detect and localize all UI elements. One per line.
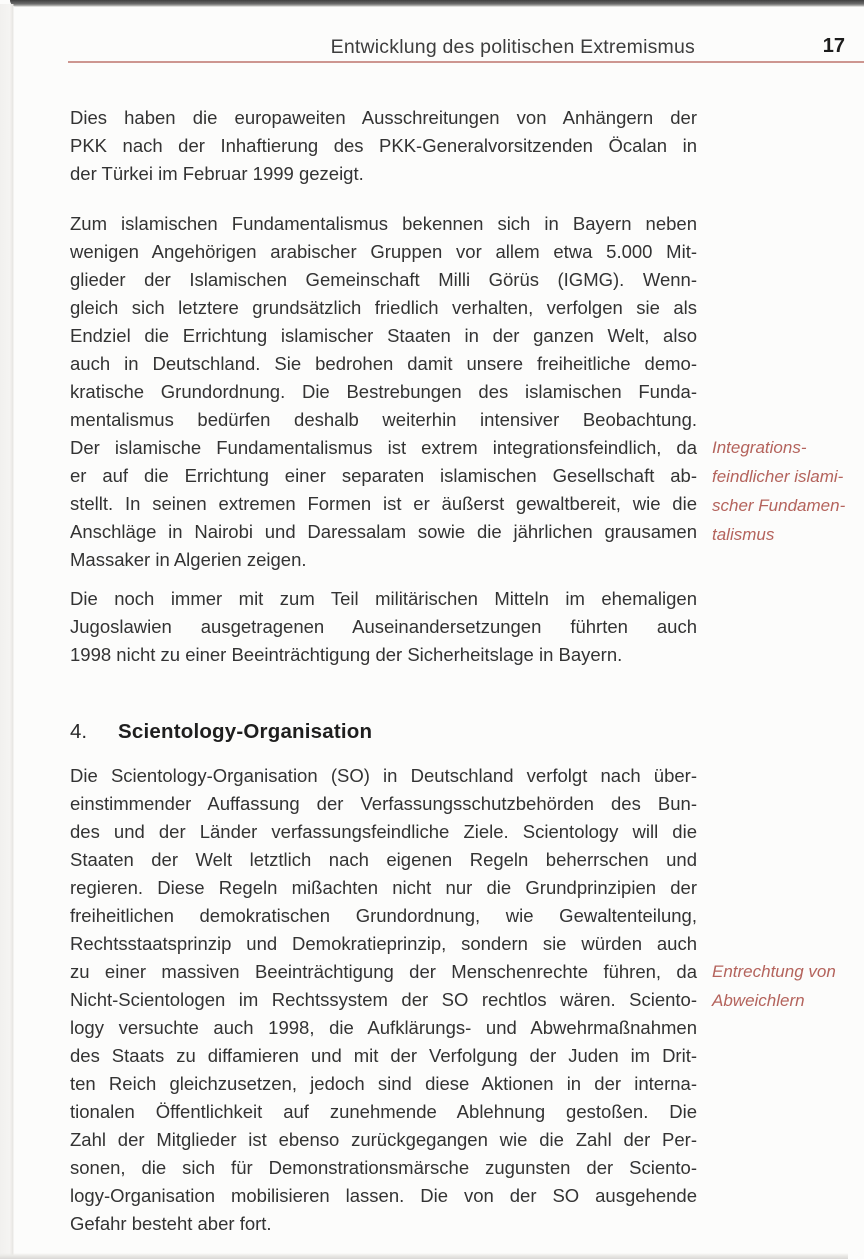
text-line: tionalen Öffentlichkeit auf zunehmende Ablehnung gestoßen. Die: [70, 1101, 697, 1122]
text-line: feindlicher islami-: [712, 467, 844, 486]
text-line: des Staats zu diffamieren und mit der Verfolgung der Juden im Drit-: [70, 1045, 697, 1066]
text-line: talismus: [712, 525, 775, 544]
text-line: gleich sich letztere grundsätzlich friedlich verhalten, verfolgen sie als: [70, 297, 697, 318]
text-line: Nicht-Scientologen im Rechtssystem der SO rechtlos wären. Sciento-: [70, 989, 697, 1010]
text-line: mentalismus bedürfen deshalb weiterhin intensiver Beobachtung.: [70, 409, 697, 430]
text-line: Jugoslawien ausgetragenen Auseinandersetzungen führten auch: [70, 616, 697, 637]
text-line: Zum islamischen Fundamentalismus bekennen sich in Bayern neben: [70, 213, 697, 234]
text-line: Entrechtung von: [712, 962, 836, 981]
text-line: einstimmender Auffassung der Verfassungsschutzbehörden des Bun-: [70, 793, 697, 814]
text-line: Abweichlern: [712, 991, 805, 1010]
text-line: sonen, die sich für Demonstrationsmärsche zugunsten der Sciento-: [70, 1157, 697, 1178]
text-line: ten Reich gleichzusetzen, jedoch sind diese Aktionen in der interna-: [70, 1073, 697, 1094]
text-line: glieder der Islamischen Gemeinschaft Milli Görüs (IGMG). Wenn-: [70, 269, 697, 290]
text-line: Die Scientology-Organisation (SO) in Deutschland verfolgt nach über-: [70, 765, 697, 786]
text-line: der Türkei im Februar 1999 gezeigt.: [70, 163, 364, 184]
text-line: Dies haben die europaweiten Ausschreitungen von Anhängern der: [70, 107, 697, 128]
page-number: 17: [822, 35, 845, 57]
text-line: des und der Länder verfassungsfeindliche Ziele. Scientology will die: [70, 821, 697, 842]
header-rule: [68, 61, 864, 63]
text-line: stellt. In seinen extremen Formen ist er äußerst gewaltbereit, wie die: [70, 493, 697, 514]
text-line: Anschläge in Nairobi und Daressalam sowie die jährlichen grausamen: [70, 521, 697, 542]
text-line: Massaker in Algerien zeigen.: [70, 549, 307, 570]
scan-bottom-page-edge: [0, 1253, 848, 1259]
text-line: scher Fundamen-: [712, 496, 846, 515]
scan-left-page-edge: [0, 4, 14, 1259]
text-line: Endziel die Errichtung islamischer Staaten in der ganzen Welt, also: [70, 325, 697, 346]
text-line: Gefahr besteht aber fort.: [70, 1213, 272, 1234]
text-line: Integrations-: [712, 438, 807, 457]
body-text-column: [70, 104, 697, 1238]
text-line: PKK nach der Inhaftierung des PKK-Generalvorsitzenden Öcalan in: [70, 135, 697, 156]
text-line: Die noch immer mit zum Teil militärischen Mitteln im ehemaligen: [70, 588, 697, 609]
running-header-title: Entwicklung des politischen Extremismus: [330, 36, 695, 58]
text-line: zu einer massiven Beeinträchtigung der Menschenrechte führen, da: [70, 961, 697, 982]
margin-note-entrechtung: [712, 957, 862, 1015]
text-line: kratische Grundordnung. Die Bestrebungen des islamischen Funda-: [70, 381, 697, 402]
scan-top-book-edge: [10, 0, 864, 7]
paragraph-scientology: [70, 762, 697, 1238]
text-line: wenigen Angehörigen arabischer Gruppen vor allem etwa 5.000 Mit-: [70, 241, 697, 262]
text-line: logy-Organisation mobilisieren lassen. Die von der SO ausgehende: [70, 1185, 697, 1206]
section-title: Scientology-Organisation: [118, 720, 373, 743]
section-heading: [70, 717, 697, 747]
paragraph-islamic-fundamentalism: [70, 210, 697, 574]
text-line: regieren. Diese Regeln mißachten nicht nur die Grundprinzipien der: [70, 877, 697, 898]
text-line: er auf die Errichtung einer separaten islamischen Gesellschaft ab-: [70, 465, 697, 486]
text-line: Zahl der Mitglieder ist ebenso zurückgegangen wie die Zahl der Per-: [70, 1129, 697, 1150]
text-line: Der islamische Fundamentalismus ist extrem integrationsfeindlich, da: [70, 437, 697, 458]
paragraph-yugoslavia: [70, 585, 697, 669]
paragraph-pkk: [70, 104, 697, 188]
text-line: auch in Deutschland. Sie bedrohen damit unsere freiheitliche demo-: [70, 353, 697, 374]
text-line: freiheitlichen demokratischen Grundordnung, wie Gewaltenteilung,: [70, 905, 697, 926]
text-line: 1998 nicht zu einer Beeinträchtigung der Sicherheitslage in Bayern.: [70, 644, 623, 665]
text-line: Staaten der Welt letztlich nach eigenen Regeln beherrschen und: [70, 849, 697, 870]
text-line: logy versuchte auch 1998, die Aufklärungs- und Abwehrmaßnahmen: [70, 1017, 697, 1038]
text-line: Rechtsstaatsprinzip und Demokratieprinzip, sondern sie würden auch: [70, 933, 697, 954]
margin-note-fundamentalism: [712, 433, 862, 549]
section-number: 4.: [70, 720, 88, 743]
